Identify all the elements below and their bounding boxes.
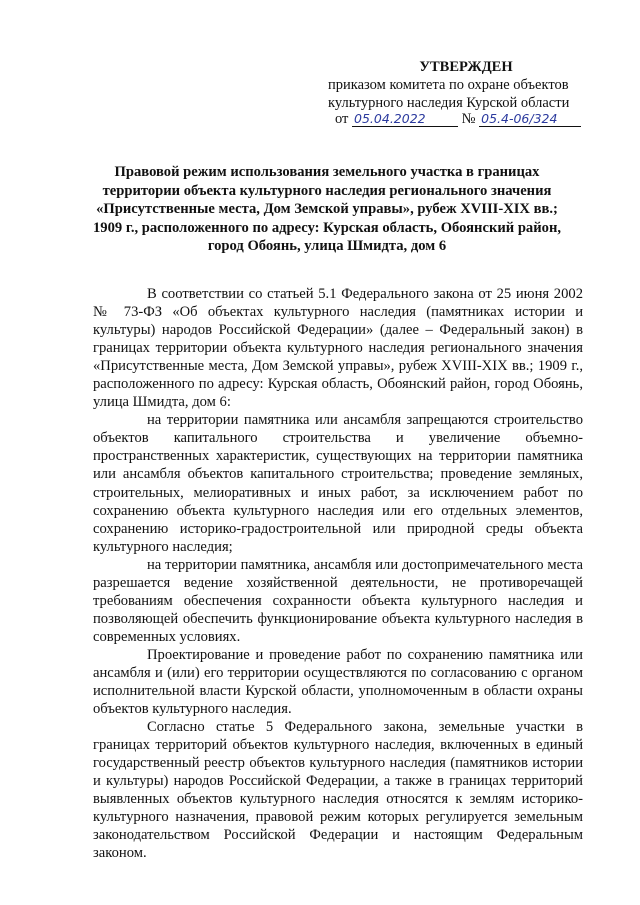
paragraph: В соответствии со статьей 5.1 Федерального закона от 25 июня 2002 № 73-ФЗ «Об объектах культурного наследия (памятниках истории и культуры) народов Российской Федерации» (далее – Федеральный закон) в границах территории объекта культурного наследия регионального значения «Присутственные места, Дом Земской управы», рубеж XVIII-XIX вв.; 1909 г., расположенного по адресу: Курская область, Обоянский район, город Обоянь, улица Шмидта, дом 6: (93, 286, 583, 411)
approval-block (320, 58, 590, 112)
date-prefix: от (335, 111, 349, 127)
number-prefix: № (461, 111, 476, 127)
paragraph: на территории памятника, ансамбля или достопримечательного места разрешается ведение хозяйственной деятельности, не противоречащей требованиям обеспечения сохранности объекта культурного наследия и позволяющей обеспечить функционирование объекта культурного наследия в современных условиях. (93, 556, 583, 645)
approval-line-1: приказом комитета по охране объектов (328, 77, 569, 93)
paragraph: на территории памятника или ансамбля запрещаются строительство объектов капитального строительства и увеличение объемно-пространственных характеристик, существующих на территории памятника или ансамбля объектов капитального строительства; проведение земляных, строительных, мелиоративных и иных работ, за исключением работ по сохранению объекта культурного наследия или его отдельных элементов, сохранению историко-градостроительной или природной среды объекта культурного наследия; (93, 412, 583, 555)
approval-date: 05.04.2022 (352, 111, 458, 127)
approval-number: 05.4-06/324 (479, 111, 581, 127)
document-title: Правовой режим использования земельного участка в границах территории объекта культурного наследия регионального значения «Присутственные места, Дом Земской управы», рубеж XVIII-XIX вв.; 1909 г., расположенного по адресу: Курская область, Обоянский район, город Обоянь, улица Шмидта, дом 6 (93, 164, 561, 255)
approval-heading: УТВЕРЖДЕН (419, 59, 513, 75)
approval-date-number (335, 111, 595, 128)
document-body (93, 285, 583, 863)
paragraph: Проектирование и проведение работ по сохранению памятника или ансамбля и (или) его территории осуществляются по согласованию с органом исполнительной власти Курской области, уполномоченным в области охраны объектов культурного наследия. (93, 646, 583, 718)
approval-line-2: культурного наследия Курской области (328, 95, 570, 111)
paragraph: Согласно статье 5 Федерального закона, земельные участки в границах территорий объектов культурного наследия, включенных в единый государственный реестр объектов культурного наследия (памятников истории и культуры) народов Российской Федерации, а также в границах территорий выявленных объектов культурного наследия относятся к землям историко-культурного назначения, правовой режим которых регулируется земельным законодательством Российской Федерации и настоящим Федеральным законом. (93, 719, 583, 862)
